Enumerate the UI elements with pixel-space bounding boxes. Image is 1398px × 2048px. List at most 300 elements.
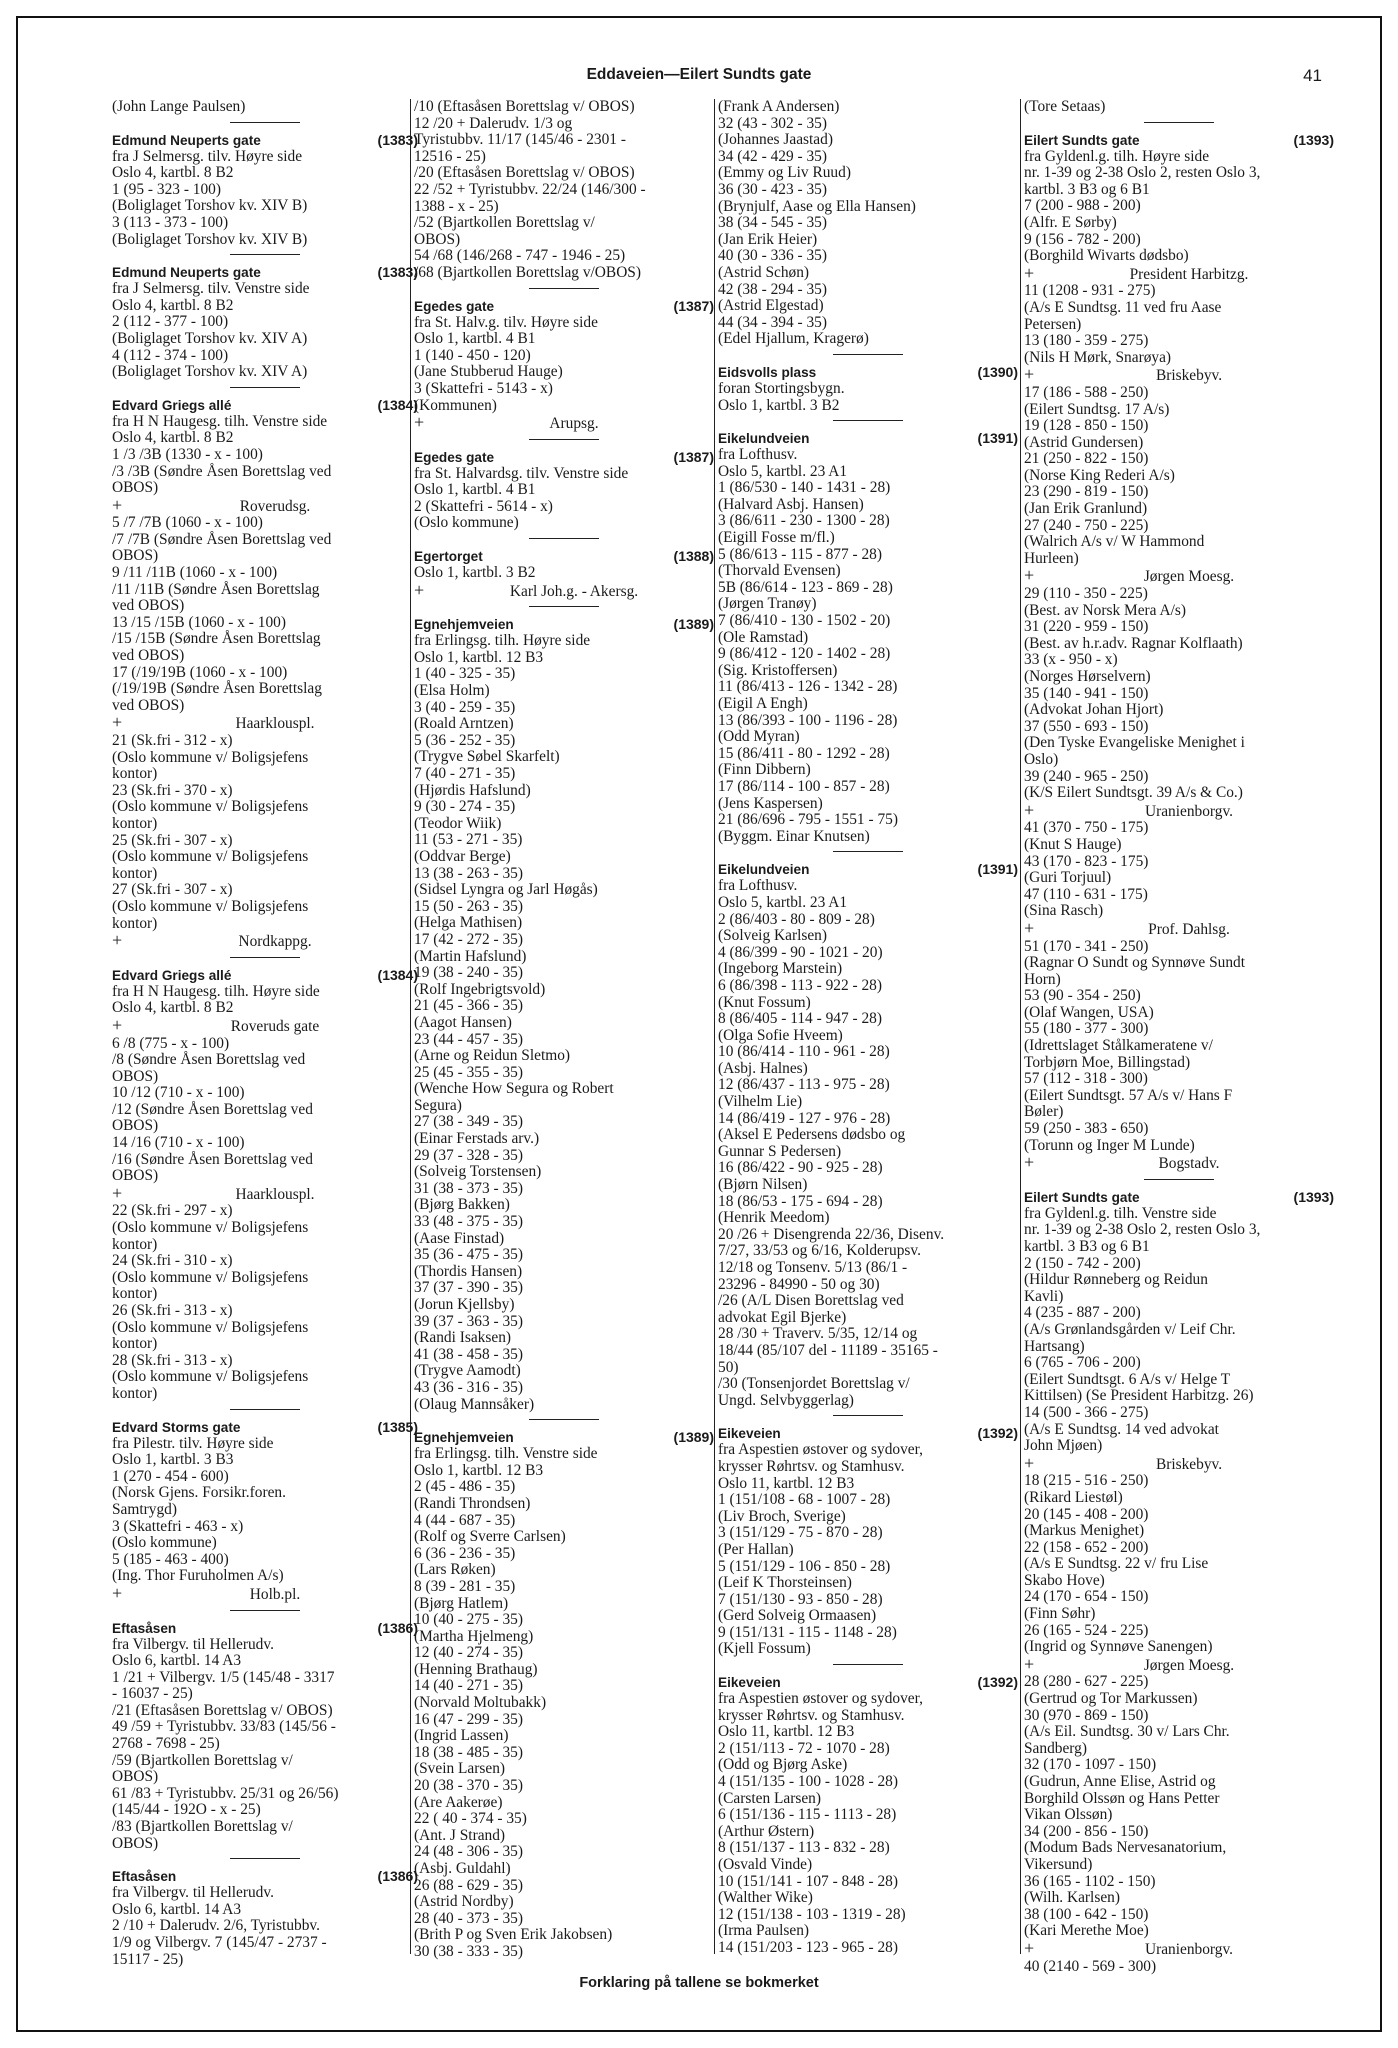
- entry-line: 23 (Sk.fri - 370 - x): [112, 781, 233, 799]
- entry-line: /16 (Søndre Åsen Borettslag ved: [112, 1150, 313, 1168]
- entry-line: 38 (100 - 642 - 150): [1024, 1905, 1149, 1923]
- entry-line: Oslo 5, kartbl. 23 A1: [718, 893, 848, 911]
- entry-line: 47 (110 - 631 - 175): [1024, 885, 1148, 903]
- entry-line: (Leif K Thorsteinsen): [718, 1574, 852, 1592]
- entry-line: 9 (156 - 782 - 200): [1024, 230, 1141, 248]
- entry-line: 32 (170 - 1097 - 150): [1024, 1756, 1157, 1774]
- entry-line: Oslo 1, kartbl. 3 B3: [112, 1451, 234, 1469]
- street-heading: [718, 861, 1018, 878]
- entry-line: 3 (86/611 - 230 - 1300 - 28): [718, 512, 890, 530]
- entry-line: (Norvald Moltubakk): [414, 1694, 547, 1712]
- cross-street-name: Uranienborgv.: [1144, 1940, 1234, 1958]
- crossing-plus-icon: +: [1024, 917, 1035, 938]
- page-footer: Forklaring på tallene se bokmerket: [579, 1975, 819, 1991]
- entry-line: (Walther Wike): [718, 1889, 813, 1907]
- entry-line: Oslo 1, kartbl. 3 B2: [718, 396, 840, 414]
- entry-line: 9 /11 /11B (1060 - x - 100): [112, 564, 278, 582]
- entry-line: 18 (38 - 485 - 35): [414, 1743, 523, 1761]
- entry-line: /26 (A/L Disen Borettslag ved: [718, 1292, 904, 1310]
- entry-line: Sandberg): [1024, 1739, 1087, 1757]
- cross-street: [1024, 262, 1334, 284]
- entry-line: - 16037 - 25): [112, 1685, 193, 1703]
- entry-line: 13 /15 /15B (1060 - x - 100): [112, 613, 286, 631]
- entry-line: 43 (170 - 823 - 175): [1024, 852, 1149, 870]
- entry-line: 1 (140 - 450 - 120): [414, 346, 531, 364]
- entry-line: kontor): [112, 1384, 158, 1402]
- entry-line: (Eilert Sundtsgt. 6 A/s v/ Helge T: [1024, 1370, 1231, 1388]
- entry-line: /3 /3B (Søndre Åsen Borettslag ved: [112, 462, 332, 480]
- street-name: Eikeveien: [718, 1426, 781, 1442]
- entry-line: Oslo 6, kartbl. 14 A3: [112, 1652, 242, 1670]
- entry-line: 22 (158 - 652 - 200): [1024, 1538, 1149, 1556]
- cross-street-name: Bogstadv.: [1158, 1155, 1220, 1173]
- crossing-plus-icon: +: [1024, 364, 1035, 385]
- entry-line: (Svein Larsen): [414, 1760, 506, 1778]
- entry-line: /30 (Tonsenjordet Borettslag v/: [718, 1375, 910, 1393]
- entry-line: (145/44 - 192O - x - 25): [112, 1801, 261, 1819]
- entry-line: 31 (220 - 959 - 150): [1024, 618, 1149, 636]
- entry-line: 26 (165 - 524 - 225): [1024, 1621, 1149, 1639]
- entry-line: 38 (34 - 545 - 35): [718, 214, 827, 232]
- entry-line: (Hildur Rønneberg og Reidun: [1024, 1271, 1208, 1289]
- cross-street-name: Roveruds gate: [230, 1017, 320, 1035]
- crossing-plus-icon: +: [1024, 262, 1035, 283]
- entry-line: 30 (38 - 333 - 35): [414, 1942, 523, 1960]
- entry-line: 2 (45 - 486 - 35): [414, 1478, 516, 1496]
- entry-line: (Oslo kommune v/ Boligsjefens: [112, 748, 309, 766]
- entry-line: (A/s Eil. Sundtsg. 30 v/ Lars Chr.: [1024, 1723, 1230, 1741]
- entry-line: Oslo 1, kartbl. 4 B1: [414, 481, 536, 499]
- entry-line: 24 (48 - 306 - 35): [414, 1843, 523, 1861]
- entry-line: 55 (180 - 377 - 300): [1024, 1020, 1149, 1038]
- entry-line: (Martin Hafslund): [414, 947, 527, 965]
- entry-line: 35 (140 - 941 - 150): [1024, 684, 1149, 702]
- entry-line: fra H N Haugesg. tilh. Venstre side: [112, 412, 328, 430]
- entry-line: OBOS): [112, 1117, 159, 1135]
- entry-line: 26 (Sk.fri - 313 - x): [112, 1302, 233, 1319]
- entry-line: 28 (280 - 627 - 225): [1024, 1673, 1149, 1691]
- entry-line: (Henning Brathaug): [414, 1660, 538, 1678]
- crossing-plus-icon: +: [1024, 1452, 1035, 1473]
- cross-street: [112, 714, 418, 733]
- entry-line: 40 (2140 - 569 - 300): [1024, 1957, 1157, 1975]
- entry-line: Oslo 11, kartbl. 12 B3: [718, 1474, 855, 1492]
- entry-line: ved OBOS): [112, 597, 185, 615]
- street-code: (1390): [977, 363, 1018, 380]
- section-divider: [833, 420, 903, 421]
- cross-street: [1024, 567, 1334, 586]
- entry-line: (Best. av Norsk Mera A/s): [1024, 601, 1186, 619]
- section-divider: [230, 387, 300, 388]
- entry-line: 2 (Skattefri - 5614 - x): [414, 497, 553, 515]
- entry-line: 1 (151/108 - 68 - 1007 - 28): [718, 1491, 891, 1509]
- cross-street: [1024, 917, 1334, 939]
- entry-line: (Knut Fossum): [718, 993, 811, 1011]
- entry-line: (Norges Hørselvern): [1024, 668, 1151, 685]
- entry-line: 6 /8 (775 - x - 100): [112, 1034, 230, 1052]
- entry-line: kontor): [112, 1335, 158, 1353]
- entry-line: Oslo 11, kartbl. 12 B3: [718, 1723, 855, 1741]
- entry-line: 26 (88 - 629 - 35): [414, 1876, 523, 1894]
- crossing-plus-icon: +: [112, 930, 123, 951]
- entry-line: Samtrygd): [112, 1500, 177, 1518]
- crossing-plus-icon: +: [1024, 565, 1035, 586]
- entry-line: 13 (180 - 359 - 275): [1024, 332, 1149, 350]
- entry-line: foran Stortingsbygn.: [718, 379, 845, 397]
- crossing-plus-icon: +: [1024, 799, 1035, 820]
- street-code: (1386): [377, 1619, 418, 1636]
- entry-line: 12 (86/437 - 113 - 975 - 28): [718, 1076, 890, 1094]
- entry-line: 27 (240 - 750 - 225): [1024, 516, 1149, 534]
- entry-line: 7 (40 - 271 - 35): [414, 765, 516, 782]
- entry-line: 37 (550 - 693 - 150): [1024, 717, 1149, 735]
- entry-line: Kittilsen) (Se President Harbitzg. 26): [1024, 1387, 1254, 1405]
- entry-line: (Kari Merethe Moe): [1024, 1922, 1149, 1940]
- entry-line: kontor): [112, 765, 158, 783]
- entry-line: (Olaug Mannsåker): [414, 1395, 535, 1413]
- entry-line: /7 /7B (Søndre Åsen Borettslag ved: [112, 530, 332, 548]
- street-name: Egedes gate: [414, 449, 495, 465]
- directory-column-3: [718, 99, 1018, 1954]
- crossing-plus-icon: +: [112, 494, 123, 515]
- entry-line: (Per Hallan): [718, 1540, 794, 1558]
- entry-line: (Oddvar Berge): [414, 847, 511, 865]
- entry-line: 2 (86/403 - 80 - 809 - 28): [718, 910, 875, 928]
- entry-line: John Mjøen): [1024, 1437, 1103, 1455]
- entry-line: 18 (215 - 516 - 250): [1024, 1472, 1149, 1490]
- entry-line: Gunnar S Pedersen): [718, 1142, 842, 1160]
- entry-line: (A/s E Sundtsg. 11 ved fru Aase: [1024, 298, 1222, 316]
- entry-line: (Jane Stubberud Hauge): [414, 363, 563, 381]
- entry-line: 1/9 og Vilbergv. 7 (145/47 - 2737 -: [112, 1934, 327, 1951]
- entry-line: (Jens Kaspersen): [718, 794, 823, 812]
- street-name: Egertorget: [414, 549, 483, 565]
- entry-line: 2 /10 + Dalerudv. 2/6, Tyristubbv.: [112, 1917, 320, 1935]
- entry-line: 2 (112 - 377 - 100): [112, 313, 229, 331]
- entry-line: (Astrid Elgestad): [718, 297, 824, 315]
- entry-line: 28 (40 - 373 - 35): [414, 1909, 523, 1927]
- entry-line: 20 (38 - 370 - 35): [414, 1777, 523, 1795]
- entry-line: 10 (86/414 - 110 - 961 - 28): [718, 1043, 890, 1061]
- entry-line: /59 (Bjartkollen Borettslag v/: [112, 1751, 293, 1769]
- street-heading: [112, 264, 418, 281]
- entry-line: fra Gyldenl.g. tilh. Venstre side: [1024, 1204, 1217, 1222]
- entry-line: (Liv Broch, Sverige): [718, 1507, 846, 1525]
- entry-line: 19 (38 - 240 - 35): [414, 964, 523, 982]
- entry-line: (K/S Eilert Sundtsgt. 39 A/s & Co.): [1024, 784, 1243, 802]
- entry-line: (Ragnar O Sundt og Synnøve Sundt: [1024, 954, 1246, 972]
- entry-line: OBOS): [414, 230, 461, 248]
- entry-line: (Thordis Hansen): [414, 1262, 523, 1280]
- entry-line: 33 (48 - 375 - 35): [414, 1213, 523, 1231]
- entry-line: /83 (Bjartkollen Borettslag v/: [112, 1818, 293, 1836]
- entry-line: kontor): [112, 814, 158, 832]
- street-name: Edmund Neuperts gate: [112, 132, 261, 148]
- street-code: (1389): [673, 1429, 714, 1446]
- entry-line: (Rikard Liestøl): [1024, 1488, 1123, 1506]
- entry-line: (Oslo kommune v/ Boligsjefens: [112, 1268, 309, 1286]
- entry-line: 31 (38 - 373 - 35): [414, 1179, 523, 1197]
- entry-line: (Johannes Jaastad): [718, 131, 833, 149]
- street-name: Edmund Neuperts gate: [112, 265, 261, 281]
- entry-line: (Lars Røken): [414, 1561, 496, 1579]
- entry-line: 1388 - x - 25): [414, 197, 499, 215]
- cross-street: [414, 414, 714, 433]
- entry-line: 4 (151/135 - 100 - 1028 - 28): [718, 1773, 898, 1791]
- entry-line: (A/s E Sundtsg. 22 v/ fru Lise: [1024, 1555, 1209, 1573]
- entry-line: fra Gyldenl.g. tilh. Høyre side: [1024, 147, 1210, 165]
- entry-line: Skabo Hove): [1024, 1571, 1105, 1589]
- entry-line: 4 (44 - 687 - 35): [414, 1511, 516, 1529]
- entry-line: 9 (30 - 274 - 35): [414, 798, 516, 816]
- entry-line: 32 (43 - 302 - 35): [718, 114, 827, 132]
- entry-line: 7 (86/410 - 130 - 1502 - 20): [718, 612, 891, 630]
- entry-line: fra Vilbergv. til Hellerudv.: [112, 1884, 274, 1902]
- entry-line: (Odd Myran): [718, 728, 800, 746]
- entry-line: 29 (37 - 328 - 35): [414, 1146, 523, 1164]
- entry-line: Vikersund): [1024, 1855, 1093, 1873]
- street-code: (1392): [977, 1674, 1018, 1691]
- entry-line: /10 (Eftasåsen Borettslag v/ OBOS): [414, 98, 635, 115]
- entry-line: fra Aspestien østover og sydover,: [718, 1690, 923, 1708]
- entry-line: (Arthur Østern): [718, 1822, 815, 1840]
- street-name: Edvard Griegs allé: [112, 967, 232, 983]
- entry-line: 18/44 (85/107 del - 11189 - 35165 -: [718, 1341, 938, 1359]
- entry-line: fra Lofthusv.: [718, 877, 798, 895]
- entry-line: (/19/19B (Søndre Åsen Borettslag: [112, 680, 322, 698]
- entry-line: 9 (86/412 - 120 - 1402 - 28): [718, 645, 891, 663]
- entry-line: fra Vilbergv. til Hellerudv.: [112, 1635, 274, 1653]
- entry-line: (Aagot Hansen): [414, 1013, 512, 1031]
- section-divider: [833, 851, 903, 852]
- entry-line: 22 ( 40 - 374 - 35): [414, 1810, 527, 1828]
- entry-line: advokat Egil Bjerke): [718, 1308, 847, 1326]
- directory-column-2: [414, 98, 714, 1960]
- entry-line: (Olaf Wangen, USA): [1024, 1003, 1154, 1021]
- entry-line: (Sina Rasch): [1024, 902, 1104, 920]
- entry-line: Oslo 1, kartbl. 4 B1: [414, 330, 536, 348]
- entry-line: 1 (270 - 454 - 600): [112, 1467, 229, 1485]
- entry-line: Oslo 1, kartbl. 12 B3: [414, 1461, 544, 1479]
- entry-line: /21 (Eftasåsen Borettslag v/ OBOS): [112, 1701, 333, 1719]
- entry-line: Tyristubbv. 11/17 (145/46 - 2301 -: [414, 131, 626, 149]
- entry-line: (Boliglaget Torshov kv. XIV B): [112, 197, 308, 215]
- cross-street-name: Arupsg.: [549, 415, 599, 433]
- entry-line: 1 (95 - 323 - 100): [112, 180, 221, 198]
- entry-line: (Randi Isaksen): [414, 1329, 512, 1347]
- entry-line: 28 /30 + Traverv. 5/35, 12/14 og: [718, 1325, 918, 1343]
- entry-line: 17 (42 - 272 - 35): [414, 930, 523, 948]
- entry-line: (Rolf og Sverre Carlsen): [414, 1528, 566, 1546]
- entry-line: (Ole Ramstad): [718, 628, 809, 646]
- entry-line: (Boliglaget Torshov kv. XIV B): [112, 230, 308, 248]
- entry-line: 57 (112 - 318 - 300): [1024, 1070, 1148, 1088]
- street-heading: [1024, 132, 1334, 149]
- entry-line: 4 (235 - 887 - 200): [1024, 1304, 1141, 1322]
- entry-line: Oslo 1, kartbl. 3 B2: [414, 564, 536, 582]
- entry-line: 21 (86/696 - 795 - 1551 - 75): [718, 811, 898, 829]
- entry-line: (Helga Mathisen): [414, 914, 523, 932]
- entry-line: (Aksel E Pedersens dødsbo og: [718, 1126, 906, 1144]
- entry-line: 11 (53 - 271 - 35): [414, 831, 523, 849]
- entry-line: (Arne og Reidun Sletmo): [414, 1047, 571, 1065]
- entry-line: (Ingeborg Marstein): [718, 960, 843, 978]
- entry-line: 41 (370 - 750 - 175): [1024, 819, 1149, 837]
- entry-line: (Oslo kommune): [112, 1534, 217, 1552]
- cross-street: [112, 494, 418, 516]
- entry-line: 11 (86/413 - 126 - 1342 - 28): [718, 678, 898, 696]
- entry-line: 30 (970 - 869 - 150): [1024, 1706, 1149, 1724]
- entry-line: 2 (150 - 742 - 200): [1024, 1254, 1141, 1272]
- entry-line: 7 (151/130 - 93 - 850 - 28): [718, 1590, 883, 1608]
- entry-line: (Carsten Larsen): [718, 1789, 821, 1807]
- cross-street-name: Nordkappg.: [238, 933, 312, 951]
- crossing-plus-icon: +: [112, 1014, 123, 1035]
- entry-line: Oslo 4, kartbl. 8 B2: [112, 429, 234, 447]
- entry-line: 23 (44 - 457 - 35): [414, 1030, 523, 1048]
- cross-street-name: Haarklouspl.: [235, 715, 315, 733]
- section-divider: [1144, 1179, 1214, 1180]
- entry-line: 12 /20 + Dalerudv. 1/3 og: [414, 114, 573, 132]
- section-divider: [833, 1664, 903, 1665]
- entry-line: (Astrid Nordby): [414, 1893, 514, 1911]
- street-code: (1391): [977, 861, 1018, 878]
- street-name: Eilert Sundts gate: [1024, 1189, 1140, 1205]
- entry-line: 35 (36 - 475 - 35): [414, 1246, 523, 1264]
- entry-line: fra J Selmersg. tilv. Venstre side: [112, 280, 310, 298]
- street-heading: [414, 1429, 714, 1446]
- entry-line: 6 (36 - 236 - 35): [414, 1544, 516, 1562]
- street-heading: [718, 1425, 1018, 1442]
- entry-line: (Knut S Hauge): [1024, 835, 1122, 853]
- entry-line: kontor): [112, 1285, 158, 1303]
- crossing-plus-icon: +: [112, 1182, 123, 1203]
- section-divider: [230, 254, 300, 255]
- street-code: (1393): [1293, 131, 1334, 148]
- entry-line: (Jorun Kjellsby): [414, 1296, 515, 1313]
- entry-line: krysser Røhrtsv. og Stamhusv.: [718, 1457, 905, 1475]
- entry-line: 6 (86/398 - 113 - 922 - 28): [718, 976, 882, 994]
- entry-line: (Jørgen Tranøy): [718, 595, 817, 613]
- page-number: 41: [1303, 66, 1322, 85]
- entry-line: 2768 - 7698 - 25): [112, 1735, 220, 1753]
- entry-line: (Astrid Schøn): [718, 263, 810, 281]
- street-name: Egedes gate: [414, 298, 495, 314]
- entry-line: Oslo 5, kartbl. 23 A1: [718, 462, 848, 480]
- entry-line: fra Erlingsg. tilh. Høyre side: [414, 632, 591, 650]
- entry-line: /20 (Eftasåsen Borettslag v/ OBOS): [414, 164, 635, 182]
- entry-line: 54 /68 (146/268 - 747 - 1946 - 25): [414, 247, 626, 265]
- entry-line: (Elsa Holm): [414, 682, 490, 700]
- entry-line: (Oslo kommune v/ Boligsjefens: [112, 1368, 309, 1386]
- street-code: (1383): [377, 264, 418, 281]
- entry-line: OBOS): [112, 1834, 159, 1852]
- entry-line: 5B (86/614 - 123 - 869 - 28): [718, 578, 893, 596]
- entry-line: 23296 - 84990 - 50 og 30): [718, 1275, 880, 1293]
- entry-line: 37 (37 - 390 - 35): [414, 1279, 523, 1297]
- entry-line: (Oslo kommune v/ Boligsjefens: [112, 1318, 309, 1336]
- cross-street-name: Karl Joh.g. - Akersg.: [509, 582, 639, 600]
- entry-line: ved OBOS): [112, 696, 185, 714]
- entry-line: 5 (185 - 463 - 400): [112, 1550, 229, 1568]
- street-name: Egnehjemveien: [414, 1430, 514, 1446]
- entry-line: (A/s E Sundtsg. 14 ved advokat: [1024, 1420, 1219, 1438]
- street-code: (1384): [377, 966, 418, 983]
- entry-line: (Emmy og Liv Ruud): [718, 164, 851, 182]
- entry-line: (Astrid Gundersen): [1024, 433, 1144, 451]
- cross-street: [1024, 366, 1334, 385]
- cross-street: [1024, 1154, 1334, 1173]
- entry-line: OBOS): [112, 1067, 159, 1085]
- entry-line: (Sig. Kristoffersen): [718, 661, 838, 679]
- entry-line: 1 (86/530 - 140 - 1431 - 28): [718, 479, 891, 497]
- section-divider: [529, 288, 599, 289]
- entry-line: 10 /12 (710 - x - 100): [112, 1084, 245, 1102]
- entry-line: 13 (38 - 263 - 35): [414, 864, 523, 882]
- section-divider: [230, 957, 300, 958]
- entry-line: 39 (37 - 363 - 35): [414, 1312, 523, 1330]
- entry-line: (Asbj. Halnes): [718, 1059, 808, 1077]
- entry-line: 5 (36 - 252 - 35): [414, 731, 516, 749]
- street-name: Eilert Sundts gate: [1024, 132, 1140, 148]
- street-name: Edvard Griegs allé: [112, 397, 232, 413]
- street-heading: [112, 132, 418, 149]
- street-name: Egnehjemveien: [414, 617, 514, 633]
- section-divider: [833, 1415, 903, 1416]
- cross-street-name: Briskebyv.: [1155, 1455, 1223, 1473]
- entry-line: 27 (38 - 349 - 35): [414, 1113, 523, 1131]
- cross-street: [414, 579, 714, 601]
- entry-line: (Oslo kommune): [414, 514, 519, 532]
- entry-line: 28 (Sk.fri - 313 - x): [112, 1351, 233, 1369]
- entry-line: (Eilert Sundtsg. 17 A/s): [1024, 400, 1170, 418]
- entry-line: 34 (200 - 856 - 150): [1024, 1822, 1149, 1840]
- entry-line: Oslo): [1024, 750, 1059, 768]
- entry-line: 1 (40 - 325 - 35): [414, 665, 516, 683]
- entry-line: (Den Tyske Evangeliske Menighet i: [1024, 734, 1245, 752]
- entry-line: 8 (86/405 - 114 - 947 - 28): [718, 1010, 882, 1028]
- street-code: (1388): [673, 548, 714, 565]
- entry-line: ved OBOS): [112, 647, 185, 665]
- entry-line: (Einar Ferstads arv.): [414, 1130, 540, 1148]
- entry-line: 3 (151/129 - 75 - 870 - 28): [718, 1524, 883, 1542]
- entry-line: fra J Selmersg. tilv. Høyre side: [112, 147, 303, 165]
- crossing-plus-icon: +: [112, 1582, 123, 1603]
- entry-line: 20 /26 + Disengrenda 22/36, Disenv.: [718, 1225, 945, 1243]
- entry-line: 8 (151/137 - 113 - 832 - 28): [718, 1839, 890, 1857]
- entry-line: 16 (47 - 299 - 35): [414, 1710, 523, 1728]
- entry-line: OBOS): [112, 1768, 159, 1786]
- entry-line: (Boliglaget Torshov kv. XIV A): [112, 363, 308, 381]
- section-divider: [529, 439, 599, 440]
- entry-line: (Bjørg Bakken): [414, 1196, 510, 1214]
- entry-line: 4 (86/399 - 90 - 1021 - 20): [718, 943, 883, 961]
- entry-line: Oslo 4, kartbl. 8 B2: [112, 164, 234, 182]
- entry-line: (Olga Sofie Hveem): [718, 1026, 843, 1044]
- entry-line: (Alfr. E Sørby): [1024, 213, 1117, 231]
- street-code: (1385): [377, 1418, 418, 1435]
- entry-line: (Advokat Johan Hjort): [1024, 701, 1164, 719]
- entry-line: (Ingrid Lassen): [414, 1727, 509, 1745]
- entry-line: 24 (Sk.fri - 310 - x): [112, 1252, 233, 1270]
- entry-line: (Byggm. Einar Knutsen): [718, 827, 870, 845]
- entry-line: (Guri Torjuul): [1024, 869, 1112, 887]
- entry-line: (Irma Paulsen): [718, 1922, 810, 1940]
- entry-line: kontor): [112, 864, 158, 882]
- street-code: (1393): [1293, 1188, 1334, 1205]
- entry-line: 14 (151/203 - 123 - 965 - 28): [718, 1938, 898, 1956]
- street-heading: [718, 430, 1018, 447]
